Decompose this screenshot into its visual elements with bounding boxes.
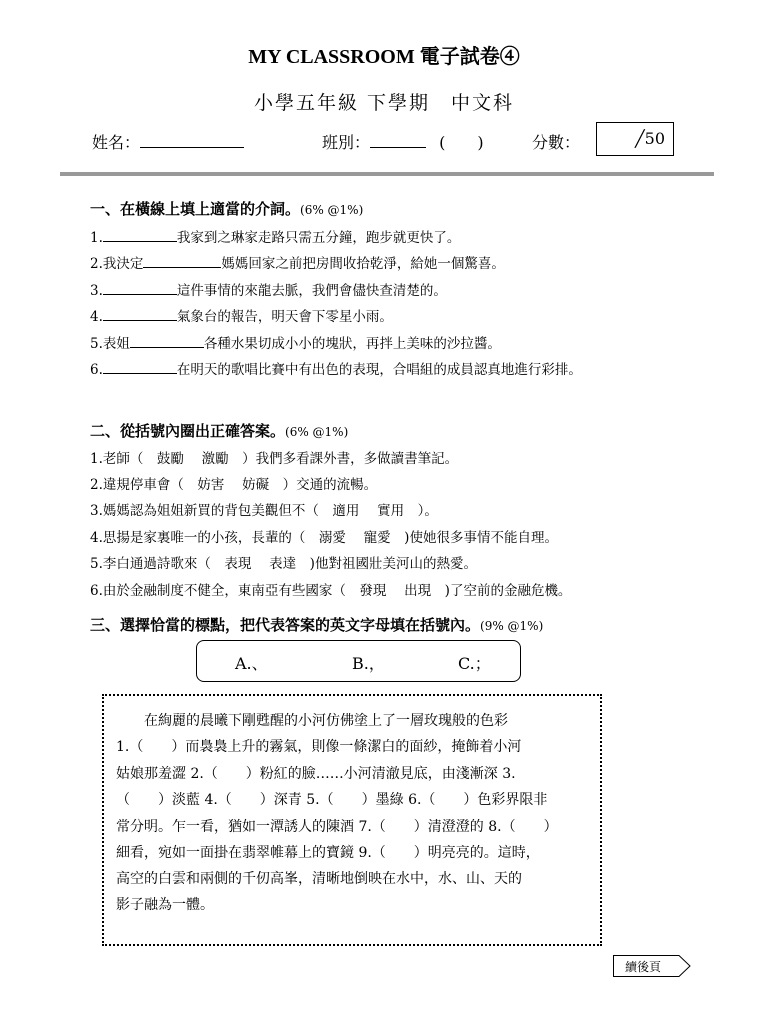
fill-blank[interactable] — [130, 334, 204, 348]
class-field — [322, 130, 484, 153]
continue-next-page[interactable] — [613, 955, 691, 977]
section1-title: 一、在橫線上填上適當的介詞。 — [90, 200, 301, 218]
section3-marks: (9% @1%) — [480, 619, 544, 633]
s1-num: 2. — [90, 256, 103, 272]
section3-title: 三、選擇恰當的標點，把代表答案的英文字母填在括號內。 — [90, 616, 481, 634]
passage-line: 在絢麗的晨曦下剛甦醒的小河仿佛塗上了一層玫瑰般的色彩 — [116, 713, 508, 729]
option-a: A.、 — [235, 654, 268, 673]
name-field — [92, 130, 244, 153]
s1-num: 1. — [90, 230, 103, 246]
name-blank[interactable] — [140, 131, 244, 148]
s1-num: 4. — [90, 309, 103, 325]
header-divider — [60, 172, 714, 176]
fill-blank[interactable] — [103, 360, 177, 374]
fill-blank[interactable] — [103, 307, 177, 321]
section2-heading — [90, 420, 348, 441]
s1-after: 在明天的歌唱比賽中有出色的表現，合唱組的成員認真地進行彩排。 — [176, 362, 582, 378]
option-c: C.； — [458, 654, 491, 673]
s2-item-2[interactable]: 2.違規停車會（ 妨害 妨礙 ）交通的流暢。 — [90, 477, 378, 493]
s1-after: 這件事情的來龍去脈，我們會儘快查清楚的。 — [176, 283, 447, 299]
passage-line[interactable]: （ ）淡藍 4.（ ）深青 5.（ ）墨綠 6.（ ）色彩界限非 — [116, 792, 548, 808]
s2-item-6[interactable]: 6.由於金融制度不健全，東南亞有些國家（ 發現 出現 )了空前的金融危機。 — [90, 583, 572, 599]
class-blank[interactable] — [370, 131, 426, 148]
s2-item-5[interactable]: 5.李白通過詩歌來（ 表現 表達 )他對祖國壯美河山的熱愛。 — [90, 556, 477, 572]
score-box: ╱50 — [596, 122, 674, 156]
s1-after: 各種水果切成小小的塊狀，再拌上美味的沙拉醬。 — [203, 336, 501, 352]
option-b: B.， — [352, 654, 385, 673]
exam-subtitle: 小學五年級 下學期 中文科 — [253, 92, 515, 114]
passage-line: 影子融為一體。 — [116, 897, 214, 913]
s1-item-4 — [90, 305, 393, 325]
s1-after: 媽媽回家之前把房間收拾乾淨，給她一個驚喜。 — [221, 256, 505, 272]
s1-pre: 表姐 — [102, 336, 130, 352]
passage-line[interactable]: 姑娘那羞澀 2.（ ）粉紅的臉……小河清澈見底，由淺漸深 3. — [116, 766, 516, 782]
fill-blank[interactable] — [103, 228, 177, 242]
s1-item-2 — [90, 252, 505, 272]
s1-item-1 — [90, 226, 460, 246]
section2-marks: (6% @1%) — [285, 425, 349, 439]
s1-num: 5. — [90, 336, 103, 352]
continue-label: 續後頁 — [625, 960, 662, 974]
s1-item-3 — [90, 279, 447, 299]
s1-item-5 — [90, 332, 501, 352]
score-label: 分數： — [532, 133, 581, 152]
section1-marks: (6% @1%) — [300, 203, 364, 217]
s1-item-6 — [90, 358, 582, 378]
section3-heading — [90, 614, 543, 635]
s1-num: 6. — [90, 362, 103, 378]
name-label: 姓名： — [92, 133, 141, 152]
passage-box — [102, 694, 602, 946]
exam-title: MY CLASSROOM 電子試卷④ — [248, 46, 520, 68]
passage-line[interactable]: 1.（ ）而裊裊上升的霧氣，則像一條潔白的面紗，掩飾着小河 — [116, 739, 522, 755]
s1-num: 3. — [90, 283, 103, 299]
section2-title: 二、從括號內圈出正確答案。 — [90, 422, 286, 440]
s1-after: 氣象台的報告，明天會下零星小雨。 — [176, 309, 393, 325]
class-number-paren: ( ) — [439, 133, 484, 152]
class-label: 班別： — [322, 133, 371, 152]
section1-heading — [90, 198, 363, 219]
passage-line[interactable]: 常分明。乍一看，猶如一潭誘人的陳酒 7.（ ）清澄澄的 8.（ ） — [116, 819, 558, 835]
passage-line[interactable]: 細看，宛如一面掛在翡翠帷幕上的寶鏡 9.（ ）明亮亮的。這時， — [116, 845, 540, 861]
punctuation-options-box — [196, 640, 521, 682]
s2-item-4[interactable]: 4.思揚是家裏唯一的小孩，長輩的（ 溺愛 寵愛 )使她很多事情不能自理。 — [90, 530, 558, 546]
s1-pre: 我決定 — [102, 256, 144, 272]
s2-item-3[interactable]: 3.媽媽認為姐姐新買的背包美觀但不（ 適用 實用 ）。 — [90, 503, 438, 519]
passage-line: 高空的白雲和兩側的千仞高峯，清晰地倒映在水中，水、山、天的 — [116, 871, 522, 887]
s2-item-1[interactable]: 1.老師（ 鼓勵 激勵 ）我們多看課外書，多做讀書筆記。 — [90, 451, 459, 467]
s1-after: 我家到之琳家走路只需五分鐘，跑步就更快了。 — [176, 230, 461, 246]
fill-blank[interactable] — [103, 281, 177, 295]
fill-blank[interactable] — [143, 254, 221, 268]
